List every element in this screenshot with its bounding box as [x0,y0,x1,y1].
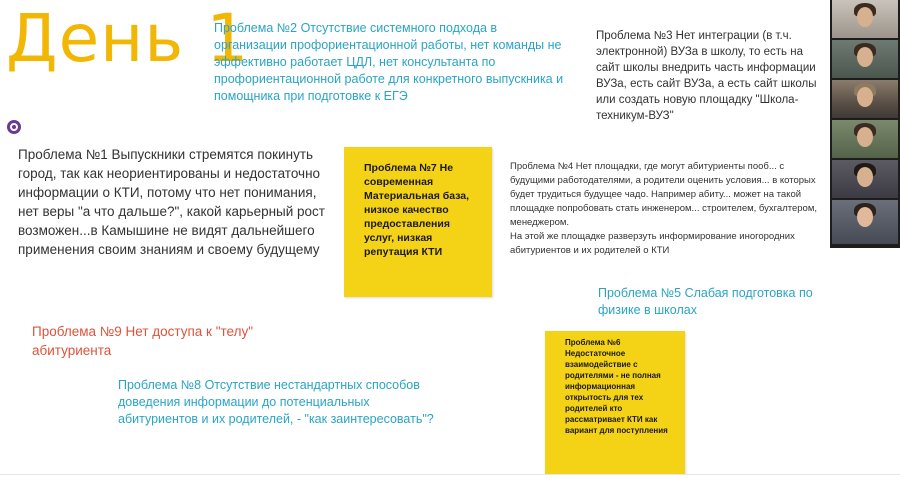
participant-avatar-face [857,127,873,147]
problem-9-note: Проблема №9 Нет доступа к "телу" абитуриента [32,324,254,358]
participant-avatar-face [857,47,873,67]
problem-1-note: Проблема №1 Выпускники стремятся покинуть город, так как неориентированы и недостаточно информации о КТИ, потому что нет понимания, нет веры "а что дальше?", какой карьерный рост возможен...в Камышине не видят дальнейшего применения своим знаниям и своему будущему [18,147,325,257]
participant-avatar-face [857,207,873,227]
participant-avatar-face [857,7,873,27]
problem-5-note: Проблема №5 Слабая подготовка по физике в школах [598,286,813,317]
participant-video-tile[interactable] [832,200,898,246]
problem-7-card [344,147,492,297]
slide-title: День 1 [6,0,250,77]
participant-video-tile[interactable] [832,0,898,40]
problem-8-note: Проблема №8 Отсутствие нестандартных способов доведения информации до потенциальных абитуриентов и их родителей, - "как заинтересовать"? [118,378,434,426]
problem-6-card [545,331,685,476]
problem-6-text: Проблема №6 Недостаточное взаимодействие с родителями - не полная информационная открытость для тех родителей кто рассматривает КТИ как вариант для поступления [565,338,668,435]
participant-video-tile[interactable] [832,120,898,160]
problem-4-extra: На этой же площадке разверзуть информирование иногородних абитуриентов и их родителей о КТИ [510,231,795,256]
problem-4-main: Проблема №4 Нет площадки, где могут абитуриенты пооб... с будущими работодателями, а родители оценить условия... в которых будет трудиться будущее чадо. Например абиту... может на такой площадке попробовать стать инженером... строителем, бухгалтером, менеджером. [510,161,818,228]
participant-video-tile[interactable] [832,160,898,200]
participant-video-tile[interactable] [832,40,898,80]
video-participants-panel[interactable] [830,0,900,248]
bottom-edge [0,474,900,485]
pen-marker-icon [7,120,21,134]
participant-video-tile[interactable] [832,80,898,120]
problem-2-note: Проблема №2 Отсутствие системного подхода в организации профориентационной работы, нет команды не эффективно работает ЦДЛ, нет консультанта по профориентационной работе для конкретного выпускника и помощника при подготовке к ЕГЭ [214,21,564,103]
problem-4-note [510,160,830,258]
participant-avatar-face [857,87,873,107]
problem-3-note: Проблема №3 Нет интеграции (в т.ч. электронной) ВУЗа в школу, то есть на сайт школы внедрить часть информации ВУЗа, есть сайт ВУЗа, а есть сайт школы или создать новую площадку "Школа-техникум-ВУЗ" [596,30,817,122]
problem-7-text: Проблема №7 Не современная Материальная база, низкое качество предоставления услуг, низкая репутация КТИ [364,162,470,258]
participant-avatar-face [857,167,873,187]
